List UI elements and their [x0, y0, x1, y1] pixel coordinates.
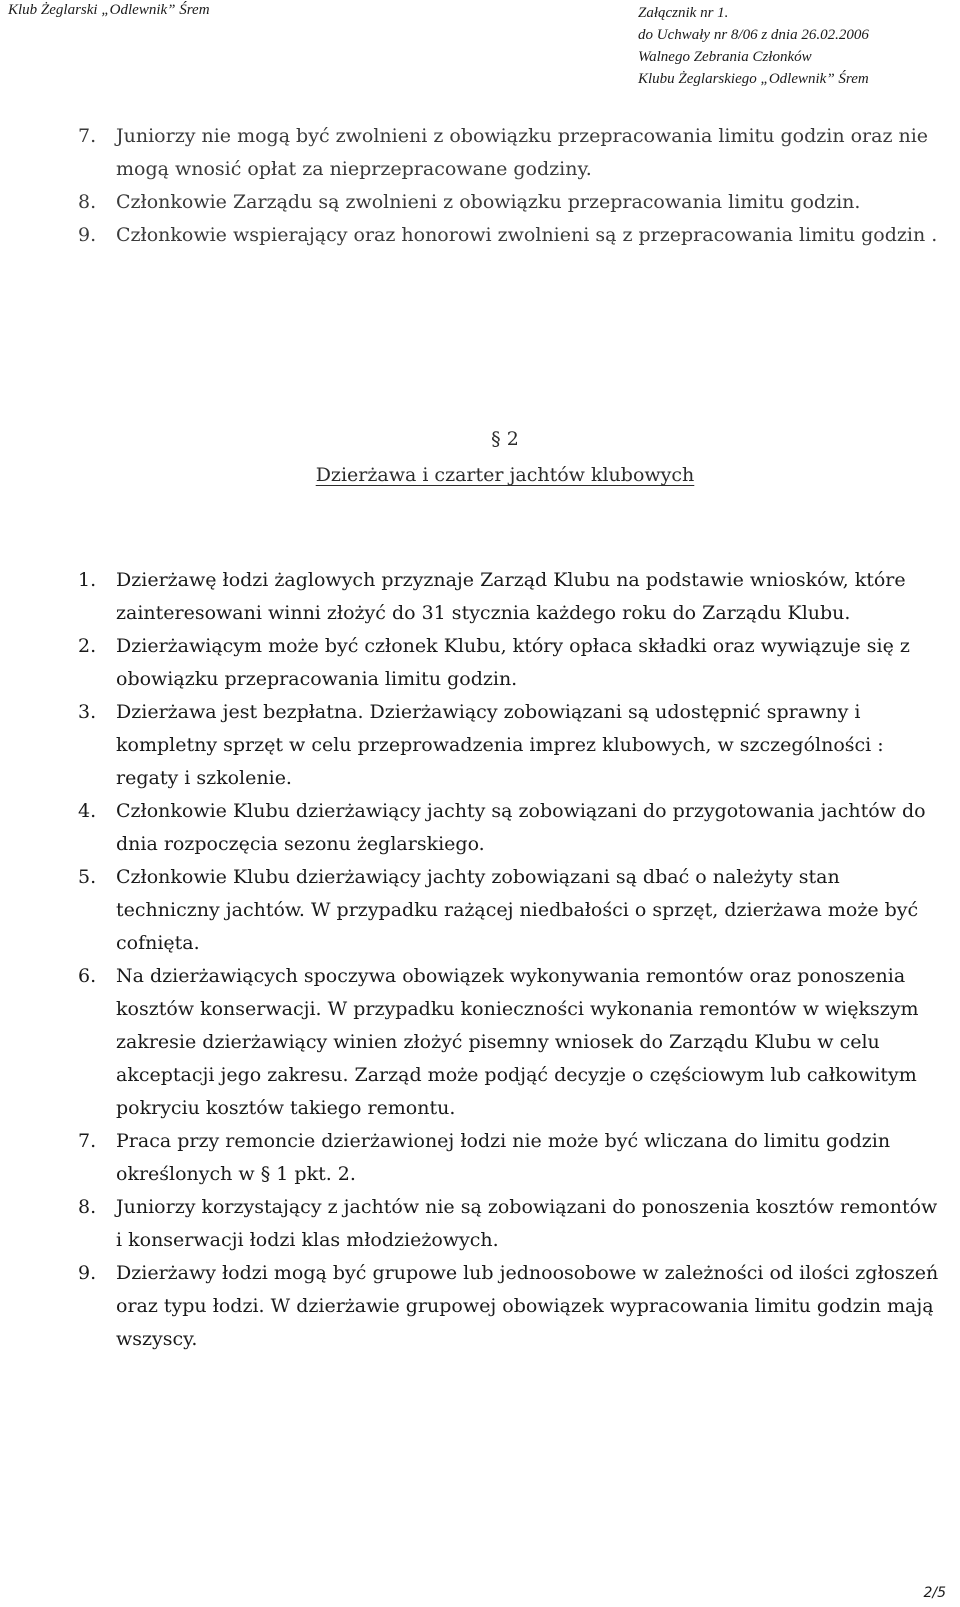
- list-item: [78, 1257, 948, 1356]
- item-text: Członkowie Klubu dzierżawiący jachty są zobowiązani do przygotowania jachtów do dnia rozpoczęcia sezonu żeglarskiego.: [116, 800, 926, 855]
- item-number: 7.: [78, 125, 97, 147]
- header-line: Klubu Żeglarskiego „Odlewnik” Śrem: [638, 71, 869, 87]
- item-number: 2.: [78, 635, 97, 657]
- page-number: 2/5: [923, 1585, 946, 1601]
- item-text: Na dzierżawiących spoczywa obowiązek wykonywania remontów oraz ponoszenia kosztów konserwacji. W przypadku konieczności wykonania remontów w większym zakresie dzierżawiący winien złożyć pisemny wniosek do Zarządu Klubu w celu akceptacji jego zakresu. Zarząd może podjąć decyzje o częściowym lub całkowitym pokryciu kosztów takiego remontu.: [116, 965, 919, 1119]
- item-number: 6.: [78, 965, 97, 987]
- list-item: [78, 960, 948, 1125]
- item-number: 3.: [78, 701, 97, 723]
- item-text: Juniorzy nie mogą być zwolnieni z obowiązku przepracowania limitu godzin oraz nie mogą wnosić opłat za nieprzepracowane godziny.: [116, 125, 929, 180]
- item-text: Członkowie Klubu dzierżawiący jachty zobowiązani są dbać o należyty stan techniczny jachtów. W przypadku rażącej niedbałości o sprzęt, dzierżawa może być cofnięta.: [116, 866, 919, 954]
- item-text: Praca przy remoncie dzierżawionej łodzi nie może być wliczana do limitu godzin określonych w § 1 pkt. 2.: [116, 1130, 891, 1185]
- header-line: Załącznik nr 1.: [638, 5, 729, 21]
- item-text: Juniorzy korzystający z jachtów nie są zobowiązani do ponoszenia kosztów remontów i konserwacji łodzi klas młodzieżowych.: [116, 1196, 938, 1251]
- item-text: Dzierżawę łodzi żaglowych przyznaje Zarząd Klubu na podstawie wniosków, które zainteresowani winni złożyć do 31 stycznia każdego roku do Zarządu Klubu.: [116, 569, 906, 624]
- header-club-name: Klub Żeglarski „Odlewnik” Śrem: [8, 2, 210, 18]
- list-item: [78, 696, 948, 795]
- section-title: Dzierżawa i czarter jachtów klubowych: [315, 464, 695, 486]
- item-number: 5.: [78, 866, 97, 888]
- item-number: 8.: [78, 1196, 97, 1218]
- list-item: [78, 1191, 948, 1257]
- paragraph-number: § 2: [491, 428, 519, 450]
- list-item: [78, 186, 948, 219]
- header-line: do Uchwały nr 8/06 z dnia 26.02.2006: [638, 27, 869, 43]
- list-item: [78, 1125, 948, 1191]
- section1-list: [78, 120, 948, 252]
- item-number: 1.: [78, 569, 97, 591]
- item-text: Członkowie Zarządu są zwolnieni z obowiązku przepracowania limitu godzin.: [116, 191, 861, 213]
- item-number: 8.: [78, 191, 97, 213]
- list-item: [78, 219, 948, 252]
- section2-list: [78, 564, 948, 1356]
- item-number: 7.: [78, 1130, 97, 1152]
- item-number: 9.: [78, 224, 97, 246]
- list-item: [78, 630, 948, 696]
- item-number: 4.: [78, 800, 97, 822]
- list-item: [78, 795, 948, 861]
- header-attachment-info: [638, 2, 869, 90]
- item-text: Dzierżawa jest bezpłatna. Dzierżawiący zobowiązani są udostępnić sprawny i kompletny sprzęt w celu przeprowadzenia imprez klubowych, w szczególności : regaty i szkolenie.: [116, 701, 884, 789]
- item-number: 9.: [78, 1262, 97, 1284]
- list-item: [78, 120, 948, 186]
- item-text: Członkowie wspierający oraz honorowi zwolnieni są z przepracowania limitu godzin .: [116, 224, 938, 246]
- item-text: Dzierżawiącym może być członek Klubu, który opłaca składki oraz wywiązuje się z obowiązku przepracowania limitu godzin.: [116, 635, 910, 690]
- item-text: Dzierżawy łodzi mogą być grupowe lub jednoosobowe w zależności od ilości zgłoszeń oraz typu łodzi. W dzierżawie grupowej obowiązek wypracowania limitu godzin mają wszyscy.: [116, 1262, 939, 1350]
- header-line: Walnego Zebrania Członków: [638, 49, 812, 65]
- list-item: [78, 861, 948, 960]
- list-item: [78, 564, 948, 630]
